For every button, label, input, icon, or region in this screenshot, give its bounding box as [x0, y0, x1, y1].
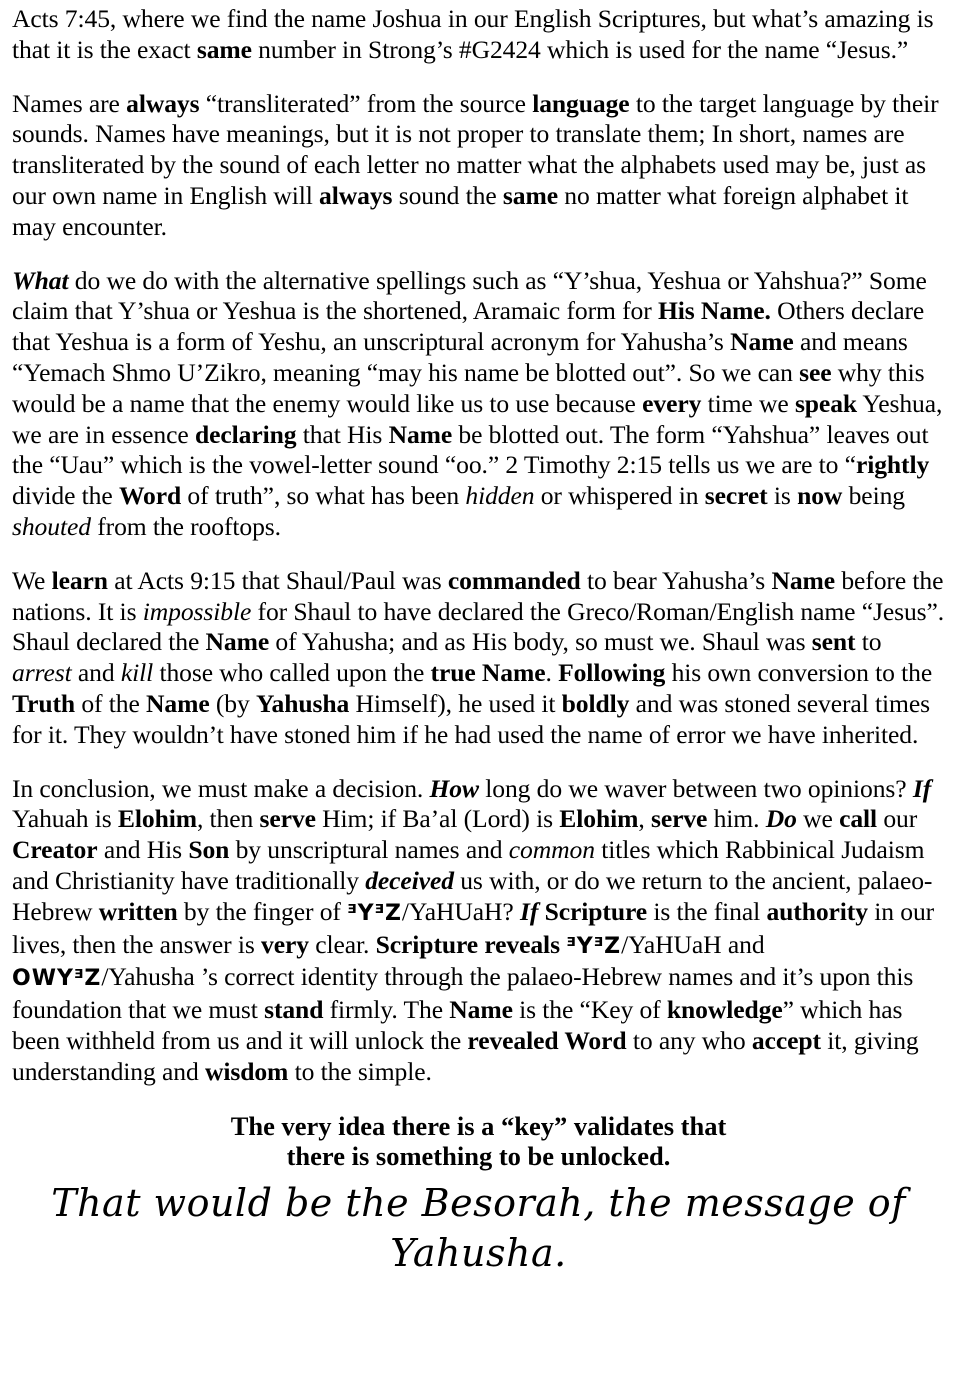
bold-text: Following	[558, 658, 666, 688]
text-run: to any who	[626, 1025, 752, 1055]
text-run: /Yahusha ’s correct identity through the palaeo-Hebrew names and it’s upon this foundation that we must	[12, 962, 914, 1025]
bold-text: speak	[794, 388, 858, 418]
text-run: from the rooftops.	[90, 511, 281, 541]
bold-text: Son	[188, 835, 230, 865]
bold-text: Scripture	[544, 896, 648, 926]
palaeo-hebrew-name: ᴲYᴲZ	[347, 900, 402, 926]
text-run: .	[545, 658, 559, 688]
text-run: ,	[638, 804, 651, 834]
bold-text: authority	[766, 896, 868, 926]
text-run: we	[796, 804, 840, 834]
bold-text: rightly	[855, 450, 930, 480]
bold-text: Name	[730, 327, 794, 357]
bold-text: wisdom	[204, 1056, 289, 1086]
bold-text: Scripture reveals	[375, 929, 560, 959]
text-run: Names are	[12, 88, 127, 118]
bold-text: stand	[264, 995, 324, 1025]
bold-text: written	[98, 896, 178, 926]
text-run: long do we waver between two opinions?	[478, 773, 913, 803]
bold-text: commanded	[447, 565, 581, 595]
italic-text: hidden	[465, 481, 535, 511]
bold-text: see	[799, 357, 832, 387]
bold-text: Word	[118, 481, 182, 511]
bold-text: call	[839, 804, 878, 834]
bold-text: His Name.	[657, 296, 771, 326]
italic-text: kill	[120, 658, 154, 688]
text-run: , then	[196, 804, 260, 834]
text-run: and	[71, 658, 121, 688]
bold-text: always	[126, 88, 200, 118]
paragraph	[12, 266, 945, 543]
text-run: be blotted out. The form “Yahshua” leaves out the “Uau” which is the vowel-letter sound “oo.” 2 Timothy 2:15 tells us we are to “	[12, 419, 929, 480]
text-run: Yahuah is	[12, 804, 118, 834]
bold-text: Name	[146, 688, 210, 718]
text-run: is	[767, 481, 798, 511]
text-run: Himself), he used it	[349, 688, 562, 718]
bold-text: Name	[388, 419, 453, 449]
italic-text: impossible	[142, 596, 252, 626]
text-run: In conclusion, we must make a decision.	[12, 773, 430, 803]
bold-text: accept	[751, 1025, 821, 1055]
bold-italic-text: How	[429, 773, 479, 803]
text-run: by unscriptural names and	[229, 835, 509, 865]
text-run: of Yahusha; and as His body, so must we. Shaul was	[269, 627, 812, 657]
bold-text: Yahusha	[256, 688, 350, 718]
text-run: ” which has been withheld from us and it will unlock the	[12, 995, 903, 1055]
text-run: us with, or do we return to the ancient, palaeo-Hebrew	[12, 865, 933, 926]
text-run: We	[12, 565, 52, 595]
text-run: why this would be a name that the enemy would like us to use because	[12, 357, 925, 418]
bold-text: learn	[51, 565, 108, 595]
palaeo-hebrew-name: ᴲYᴲZ	[566, 933, 622, 959]
text-run: Yeshua, we are in essence	[12, 388, 943, 449]
text-run: those who called upon the	[153, 658, 431, 688]
text-run: no matter what foreign alphabet it may encounter.	[12, 180, 909, 241]
text-run: divide the	[12, 481, 119, 511]
text-run: to the target language by their sounds. Names have meanings, but it is not proper to translate them; In short, names are transliterated by the sound of each letter no matter what the alphabets used may be, just as our own name in English will	[12, 88, 939, 210]
bold-text: boldly	[561, 688, 630, 718]
body-text	[12, 4, 945, 1088]
bold-text: same	[502, 180, 558, 210]
text-run: /YaHUaH and	[621, 929, 765, 959]
bold-text: every	[642, 388, 702, 418]
text-run: is the final	[647, 896, 767, 926]
text-run: (by	[209, 688, 256, 718]
text-run: of the	[75, 688, 147, 718]
closing-statement	[12, 1111, 945, 1172]
text-run: is the “Key of	[512, 995, 667, 1025]
text-run: Others declare that Yeshua is a form of Yeshu, an unscriptural acronym for Yahusha’s	[12, 296, 925, 357]
text-run: to the simple.	[288, 1056, 432, 1086]
bold-text: very	[261, 929, 309, 959]
signature-line: That would be the Besorah, the message of Yahusha.	[51, 1180, 906, 1275]
bold-text: Name	[205, 627, 270, 657]
bold-italic-text: deceived	[365, 865, 454, 895]
bold-text: same	[196, 34, 252, 64]
bold-text: serve	[650, 804, 708, 834]
bold-text: Creator	[12, 835, 98, 865]
paragraph	[12, 774, 945, 1088]
text-run: him.	[707, 804, 766, 834]
text-run: by the finger of	[177, 896, 348, 926]
palaeo-hebrew-name: OWYᴲZ	[12, 966, 102, 992]
text-run: Acts 7:45, where we find the name Joshua in our English Scriptures, but what’s amazing is that it is the exact	[12, 4, 934, 64]
text-run: number in Strong’s #G2424 which is used for the name “Jesus.”	[251, 34, 909, 64]
text-run: and His	[97, 835, 189, 865]
text-run: time we	[701, 388, 795, 418]
bold-text: Elohim	[559, 804, 639, 834]
text-run: being	[842, 481, 905, 511]
text-run: /YaHUaH?	[401, 896, 520, 926]
bold-text: true Name	[430, 658, 546, 688]
text-run: Him; if Ba’al (Lord) is	[315, 804, 560, 834]
text-run: at Acts 9:15 that Shaul/Paul was	[107, 565, 448, 595]
bold-text: serve	[259, 804, 316, 834]
bold-text: language	[532, 88, 630, 118]
bold-italic-text: What	[12, 265, 69, 295]
closing-line-1: The very idea there is a “key” validates that	[230, 1110, 727, 1141]
text-run: clear.	[308, 929, 376, 959]
bold-text: revealed Word	[467, 1025, 627, 1055]
text-run: for Shaul to have declared the Greco/Roman/English name “Jesus”. Shaul declared the	[12, 596, 945, 657]
text-run: titles which Rabbinical Judaism and Christianity have traditionally	[12, 835, 925, 895]
text-run: to	[855, 627, 882, 657]
text-run: or whispered in	[534, 481, 705, 511]
text-run: firmly. The	[323, 995, 450, 1025]
text-run: it, giving understanding and	[12, 1025, 919, 1086]
bold-text: Name	[449, 995, 513, 1025]
text-run: do we do with the alternative spellings such as “Y’shua, Yeshua or Yahshua?” Some claim that Y’shua or Yeshua is the shortened, Aramaic form for	[12, 265, 927, 326]
paragraph	[12, 4, 945, 66]
italic-text: common	[508, 835, 595, 865]
bold-text: sent	[811, 627, 856, 657]
bold-italic-text: If	[912, 773, 932, 803]
bold-text: Name	[771, 565, 836, 595]
text-run: and means “Yemach Shmo U’Zikro, meaning “may his name be blotted out”. So we can	[12, 327, 908, 387]
text-run: sound the	[392, 180, 503, 210]
text-run: our	[877, 804, 918, 834]
closing-line-2: there is something to be unlocked.	[286, 1141, 671, 1171]
bold-text: declaring	[194, 419, 297, 449]
bold-text: Elohim	[117, 804, 197, 834]
bold-text: Truth	[12, 688, 76, 718]
paragraph	[12, 566, 945, 751]
text-run: before the nations. It is	[12, 565, 944, 626]
bold-text: now	[797, 481, 843, 511]
text-run: and was stoned several times for it. They wouldn’t have stoned him if he had used the name of error we have inherited.	[12, 688, 930, 749]
italic-text: shouted	[12, 511, 91, 541]
text-run: “transliterated” from the source	[199, 88, 533, 118]
text-run: that His	[296, 419, 389, 449]
text-run: his own conversion to the	[665, 658, 933, 688]
text-run: of truth”, so what has been	[181, 481, 466, 511]
paragraph	[12, 89, 945, 243]
bold-italic-text: Do	[765, 804, 797, 834]
bold-text: secret	[704, 481, 768, 511]
bold-italic-text: If	[519, 896, 539, 926]
bold-text: knowledge	[666, 995, 783, 1025]
text-run: in our lives, then the answer is	[12, 896, 935, 959]
italic-text: arrest	[12, 658, 72, 688]
bold-text: always	[319, 180, 393, 210]
text-run: to bear Yahusha’s	[580, 565, 772, 595]
